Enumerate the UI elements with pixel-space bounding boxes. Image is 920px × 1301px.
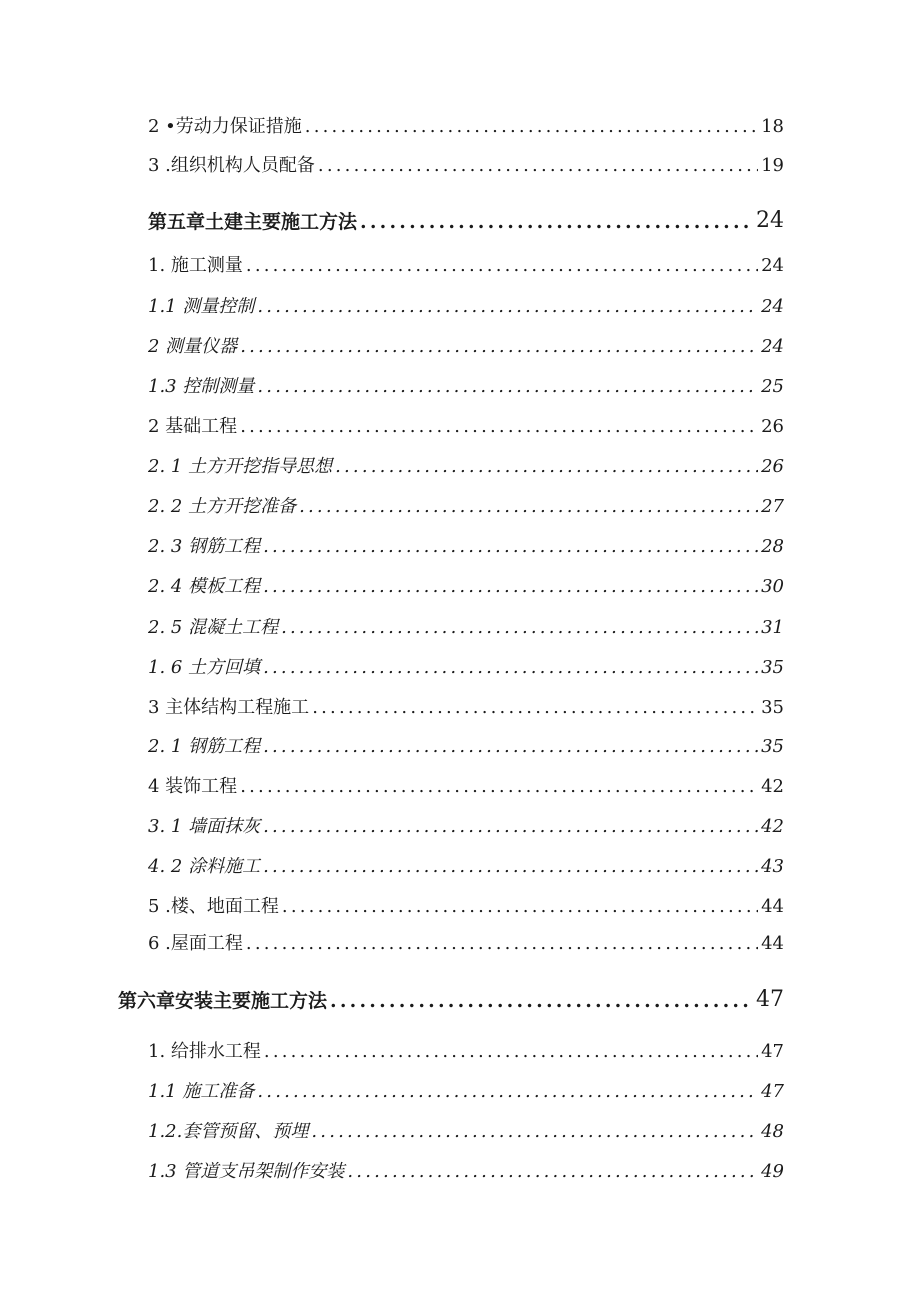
toc-entry-label: 2 •劳动力保证措施 [148, 116, 302, 137]
toc-entry-label: 1. 给排水工程 [148, 1041, 261, 1062]
toc-leader-dots [335, 458, 758, 476]
toc-entry-label: 2. 1 土方开挖指导思想 [148, 456, 333, 477]
toc-leader-dots [263, 858, 758, 876]
toc-leader-dots [263, 738, 758, 756]
toc-entry[interactable] [148, 338, 784, 356]
toc-entry-label: 3 主体结构工程施工 [148, 697, 310, 718]
toc-entry[interactable] [148, 298, 784, 316]
toc-entry-label: 2. 4 模板工程 [148, 576, 261, 597]
toc-entry[interactable] [148, 778, 784, 796]
toc-entry-label: 5 .楼、地面工程 [148, 896, 279, 917]
toc-entry-page: 35 [761, 697, 784, 718]
toc-entry-page: 35 [761, 736, 784, 757]
toc-entry-label: 4 装饰工程 [148, 776, 238, 797]
toc-leader-dots [257, 378, 758, 396]
toc-entry-page: 48 [761, 1121, 784, 1142]
toc-leader-dots [246, 935, 758, 953]
toc-entry-page: 44 [761, 896, 784, 917]
toc-entry-label: 2. 5 混凝土工程 [148, 617, 279, 638]
toc-leader-dots [263, 659, 758, 677]
toc-entry-label: 1.3 控制测量 [148, 376, 255, 397]
toc-leader-dots [330, 992, 753, 1011]
toc-leader-dots [240, 418, 758, 436]
toc-entry-page: 24 [761, 336, 784, 357]
toc-entry[interactable] [148, 157, 784, 175]
toc-entry[interactable] [148, 858, 784, 876]
toc-entry-page: 42 [761, 776, 784, 797]
toc-entry-label: 1.1 施工准备 [148, 1081, 255, 1102]
toc-entry[interactable] [148, 738, 784, 756]
toc-entry[interactable] [148, 118, 784, 136]
toc-entry-label: 6 .屋面工程 [148, 933, 243, 954]
toc-entry[interactable] [148, 1083, 784, 1101]
toc-entry-label: 1. 6 土方回填 [148, 657, 261, 678]
toc-entry-page: 19 [761, 155, 784, 176]
toc-entry-page: 35 [761, 657, 784, 678]
toc-entry-label: 1.2.套管预留、预埋 [148, 1121, 309, 1142]
toc-entry-label: 1. 施工测量 [148, 255, 243, 276]
toc-entry-label: 3. 1 墙面抹灰 [148, 816, 261, 837]
toc-entry-page: 47 [756, 987, 784, 1012]
toc-entry-page: 31 [761, 617, 784, 638]
toc-entry[interactable] [148, 538, 784, 556]
toc-entry[interactable] [148, 898, 784, 916]
toc-entry-page: 30 [761, 576, 784, 597]
toc-entry-label: 1.1 测量控制 [148, 296, 255, 317]
toc-entry[interactable] [148, 619, 784, 637]
toc-leader-dots [312, 699, 758, 717]
toc-leader-dots [305, 118, 758, 136]
toc-entry[interactable] [148, 378, 784, 396]
toc-entry-page: 26 [761, 416, 784, 437]
toc-entry-page: 24 [761, 255, 784, 276]
toc-entry-page: 42 [761, 816, 784, 837]
toc-leader-dots [360, 213, 753, 232]
toc-entry-page: 28 [761, 536, 784, 557]
toc-entry-page: 24 [761, 296, 784, 317]
toc-entry-label: 2. 1 钢筋工程 [148, 736, 261, 757]
toc-entry-page: 44 [761, 933, 784, 954]
toc-leader-dots [240, 338, 758, 356]
toc-entry-page: 47 [761, 1081, 784, 1102]
toc-entry[interactable] [148, 1043, 784, 1061]
toc-entry-label: 第五章土建主要施工方法 [148, 211, 358, 233]
toc-entry[interactable] [148, 699, 784, 717]
toc-entry-label: 1.3 管道支吊架制作安装 [148, 1161, 345, 1182]
toc-leader-dots [264, 1043, 758, 1061]
toc-entry-page: 43 [761, 856, 784, 877]
toc-entry-label: 第六章安装主要施工方法 [118, 990, 328, 1012]
toc-entry-page: 24 [756, 208, 784, 233]
toc-entry-page: 49 [761, 1161, 784, 1182]
toc-entry-page: 25 [761, 376, 784, 397]
toc-entry[interactable] [148, 935, 784, 953]
toc-leader-dots [318, 157, 758, 175]
toc-entry-page: 18 [761, 116, 784, 137]
toc-entry-page: 26 [761, 456, 784, 477]
toc-entry[interactable] [148, 578, 784, 596]
toc-entry[interactable] [148, 257, 784, 275]
toc-leader-dots [246, 257, 758, 275]
toc-leader-dots [257, 298, 758, 316]
toc-entry[interactable] [148, 498, 784, 516]
toc-leader-dots [311, 1123, 758, 1141]
toc-entry-label: 2 测量仪器 [148, 336, 238, 357]
toc-leader-dots [240, 778, 758, 796]
toc-entry-page: 47 [761, 1041, 784, 1062]
toc-leader-dots [347, 1163, 758, 1181]
toc-entry-label: 2 基础工程 [148, 416, 238, 437]
toc-entry[interactable] [148, 458, 784, 476]
toc-entry-label: 3 .组织机构人员配备 [148, 155, 315, 176]
toc-entry[interactable] [148, 1163, 784, 1181]
toc-leader-dots [263, 818, 758, 836]
toc-entry[interactable] [148, 818, 784, 836]
toc-leader-dots [257, 1083, 758, 1101]
toc-leader-dots [263, 578, 758, 596]
toc-entry[interactable] [148, 1123, 784, 1141]
toc-entry-label: 2. 3 钢筋工程 [148, 536, 261, 557]
toc-entry-page: 27 [761, 496, 784, 517]
toc-entry-label: 4. 2 涂料施工 [148, 856, 261, 877]
toc-leader-dots [281, 619, 758, 637]
toc-chapter-entry[interactable] [148, 210, 784, 232]
toc-leader-dots [299, 498, 758, 516]
toc-leader-dots [263, 538, 758, 556]
toc-entry-label: 2. 2 土方开挖准备 [148, 496, 297, 517]
toc-entry[interactable] [148, 659, 784, 677]
toc-entry[interactable] [148, 418, 784, 436]
toc-chapter-entry[interactable] [118, 989, 784, 1011]
toc-leader-dots [282, 898, 758, 916]
